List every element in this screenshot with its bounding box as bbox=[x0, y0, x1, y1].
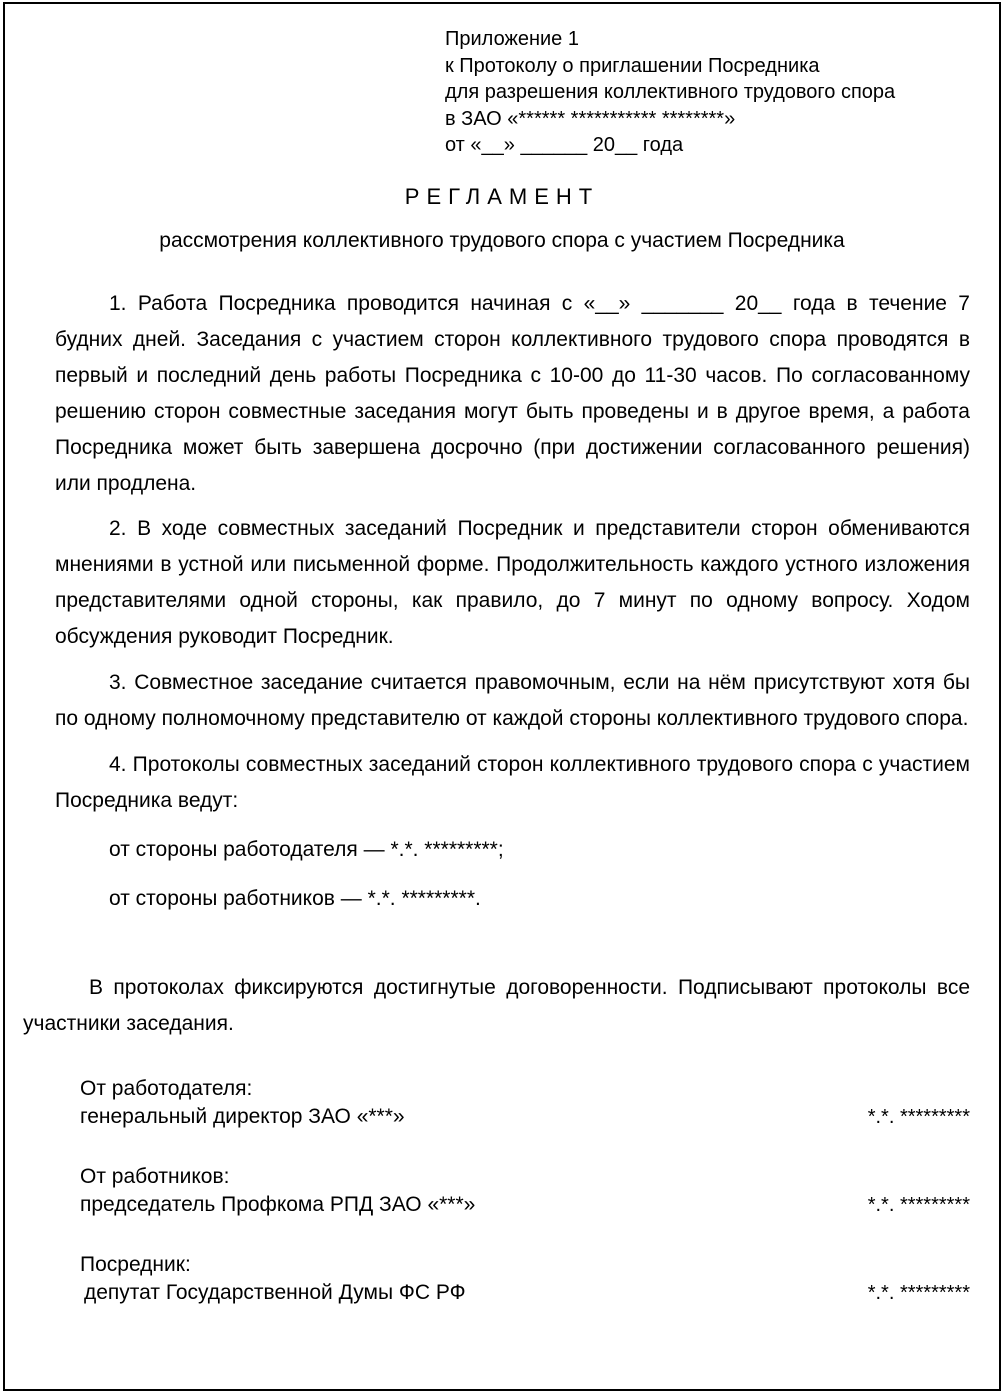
signature-side: Посредник: bbox=[80, 1253, 191, 1276]
appendix-header bbox=[445, 26, 985, 159]
signature-block-employees bbox=[80, 1163, 970, 1219]
paragraph-2: 2. В ходе совместных заседаний Посредник и представители сторон обмениваются мнениями в устной или письменной форме. Продолжительность каждого устного изложения представителями одной стороны, как правило, до 7 минут по одному вопросу. Ходом обсуждения руководит Посредник. bbox=[55, 517, 970, 648]
final-paragraph: В протоколах фиксируются достигнутые договоренности. Подписывают протоколы все участники заседания. bbox=[23, 976, 970, 1035]
paragraph-4: 4. Протоколы совместных заседаний сторон коллективного трудового спора с участием Посредника ведут: bbox=[55, 753, 970, 812]
signature-role: депутат Государственной Думы ФС РФ bbox=[84, 1281, 466, 1304]
appendix-line: Приложение 1 bbox=[445, 28, 579, 50]
document-page bbox=[3, 2, 1001, 1391]
signature-role: председатель Профкома РПД ЗАО «***» bbox=[80, 1193, 476, 1216]
employer-secretary-line: от стороны работодателя — *.*. *********; bbox=[109, 838, 504, 861]
signature-block-mediator bbox=[80, 1251, 970, 1307]
appendix-line: в ЗАО «****** *********** ********» bbox=[445, 107, 736, 130]
paragraph-1: 1. Работа Посредника проводится начиная с «__» _______ 20__ года в течение 7 будних дней. Заседания с участием сторон коллективного трудового спора проводятся в первый и последний день работы Посредника с 10-00 до 11-30 часов. По согласованному решению сторон совместные заседания могут быть проведены и в другое время, а работа Посредника может быть завершена досрочно (при достижении согласованного решения) или продлена. bbox=[55, 292, 970, 495]
appendix-line: для разрешения коллективного трудового спора bbox=[445, 81, 896, 103]
paragraph-3: 3. Совместное заседание считается правомочным, если на нём присутствуют хотя бы по одному полномочному представителю от каждой стороны коллективного трудового спора. bbox=[55, 671, 970, 730]
signature-side: От работников: bbox=[80, 1165, 230, 1188]
document-subtitle: рассмотрения коллективного трудового спора с участием Посредника bbox=[159, 229, 845, 252]
appendix-line: к Протоколу о приглашении Посредника bbox=[445, 54, 820, 77]
appendix-line: от «__» ______ 20__ года bbox=[445, 134, 684, 156]
signature-name: *.*. ********* bbox=[867, 1282, 970, 1304]
document-body bbox=[55, 286, 970, 917]
employees-secretary-line: от стороны работников — *.*. *********. bbox=[109, 887, 481, 910]
signature-role: генеральный директор ЗАО «***» bbox=[80, 1105, 405, 1128]
signature-side: От работодателя: bbox=[80, 1077, 253, 1100]
document-title: РЕГЛАМЕНТ bbox=[404, 184, 600, 209]
signature-name: *.*. ********* bbox=[867, 1106, 970, 1128]
signature-block-employer bbox=[80, 1075, 970, 1131]
signature-name: *.*. ********* bbox=[867, 1194, 970, 1216]
